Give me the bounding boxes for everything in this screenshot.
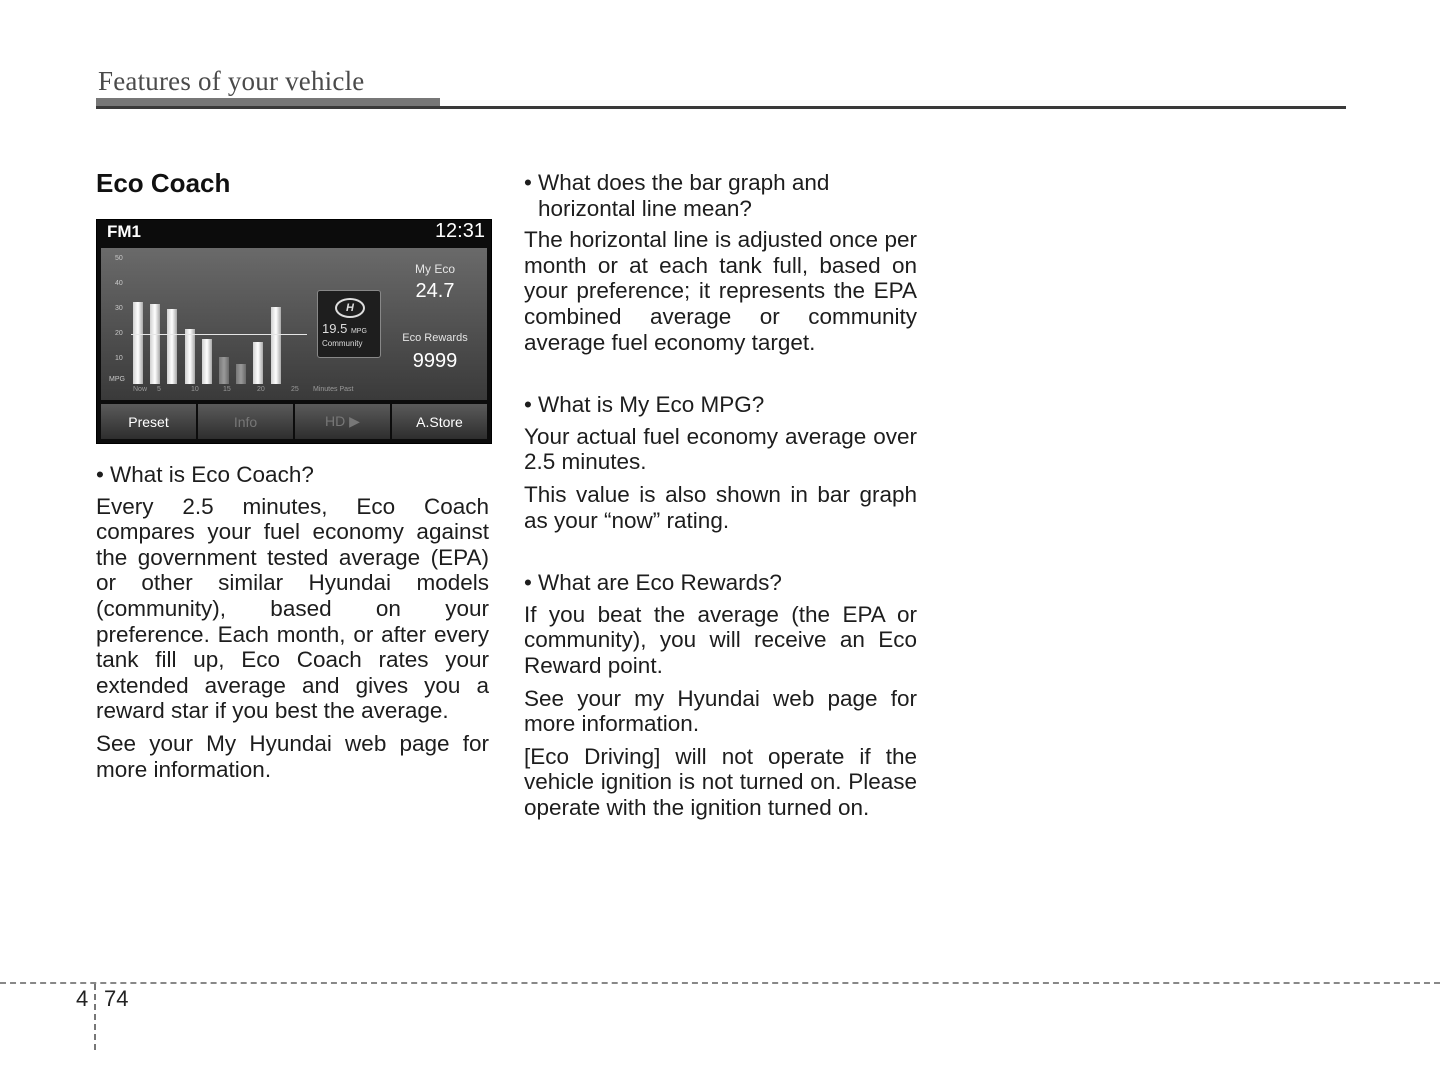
y-tick: 10	[115, 355, 123, 362]
eco-rewards-value: 9999	[412, 350, 458, 372]
question-bar-graph: • What does the bar graph and horizontal line mean?	[524, 170, 917, 221]
page-number: 74	[104, 986, 129, 1011]
screen-status-bar	[97, 220, 491, 244]
x-label: Now	[133, 386, 148, 393]
answer-paragraph: The horizontal line is adjusted once per month or at each tank full, based on your preference; it represents the EPA combined average or community average fuel economy target.	[524, 227, 917, 355]
radio-source-label: FM1	[107, 222, 141, 241]
answer-paragraph: See your my Hyundai web page for more information.	[524, 685, 917, 737]
y-axis-unit: MPG	[109, 376, 125, 383]
section-title: Eco Coach	[96, 168, 231, 198]
answer-paragraph: Your actual fuel economy average over 2.5 minutes.	[524, 423, 917, 475]
clock: 12:31	[434, 220, 485, 242]
answer-paragraph: [Eco Driving] will not operate if the vehicle ignition is not turned on. Please operate with the ignition turned on.	[524, 743, 917, 820]
community-mpg-value: 19.5	[322, 321, 348, 336]
eco-bar	[167, 309, 177, 384]
x-axis-title: Minutes Past	[313, 386, 354, 393]
answer-paragraph: Every 2.5 minutes, Eco Coach compares your fuel economy against the government tested average (EPA) or other similar Hyundai models (community), based on your preference. Each month, or after every tank fill up, Eco Coach rates your extended average and gives you a reward star if you best the average.	[96, 493, 489, 724]
community-label: Community	[322, 339, 363, 348]
eco-bar	[236, 364, 246, 384]
hd-button: HD ▶	[295, 404, 390, 439]
eco-graph-panel	[101, 248, 487, 400]
footer-divider	[94, 984, 96, 1050]
eco-bar	[253, 342, 263, 385]
footer-rule	[0, 982, 1440, 984]
x-label: 5	[157, 386, 161, 393]
auto-store-button: A.Store	[392, 404, 487, 439]
eco-bar	[271, 307, 281, 385]
eco-bar	[150, 304, 160, 384]
right-column	[524, 170, 917, 827]
y-tick: 40	[115, 280, 123, 287]
question-eco-rewards: • What are Eco Rewards?	[524, 570, 917, 596]
answer-paragraph: See your My Hyundai web page for more information.	[96, 730, 489, 782]
eco-bar	[133, 302, 143, 385]
community-mpg	[322, 321, 367, 336]
answer-paragraph: If you beat the average (the EPA or community), you will receive an Eco Reward point.	[524, 601, 917, 678]
answer-paragraph: This value is also shown in bar graph as your “now” rating.	[524, 481, 917, 533]
running-header: Features of your vehicle	[98, 66, 365, 96]
left-column	[96, 462, 489, 789]
target-average-line	[131, 334, 307, 335]
community-box	[317, 290, 381, 358]
x-label: 10	[191, 386, 199, 393]
question-what-is-eco-coach: • What is Eco Coach?	[96, 462, 489, 488]
screen-button-bar	[101, 404, 487, 439]
y-tick: 50	[115, 255, 123, 262]
x-label: 25	[291, 386, 299, 393]
my-eco-label: My Eco	[414, 262, 455, 276]
hyundai-logo-icon: H	[335, 298, 365, 318]
preset-button: Preset	[101, 404, 196, 439]
chapter-number: 4	[76, 986, 89, 1011]
eco-coach-screen-image	[96, 219, 492, 444]
eco-bar	[219, 357, 229, 385]
header-rule	[96, 106, 1346, 109]
y-tick: 30	[115, 305, 123, 312]
my-eco-value: 24.7	[415, 280, 455, 302]
info-button: Info	[198, 404, 293, 439]
x-label: 15	[223, 386, 231, 393]
x-label: 20	[257, 386, 265, 393]
community-mpg-unit: MPG	[350, 328, 367, 335]
eco-bar	[185, 329, 195, 384]
eco-bar	[202, 339, 212, 384]
y-tick: 20	[115, 330, 123, 337]
question-my-eco-mpg: • What is My Eco MPG?	[524, 392, 917, 418]
eco-rewards-label: Eco Rewards	[402, 332, 468, 344]
